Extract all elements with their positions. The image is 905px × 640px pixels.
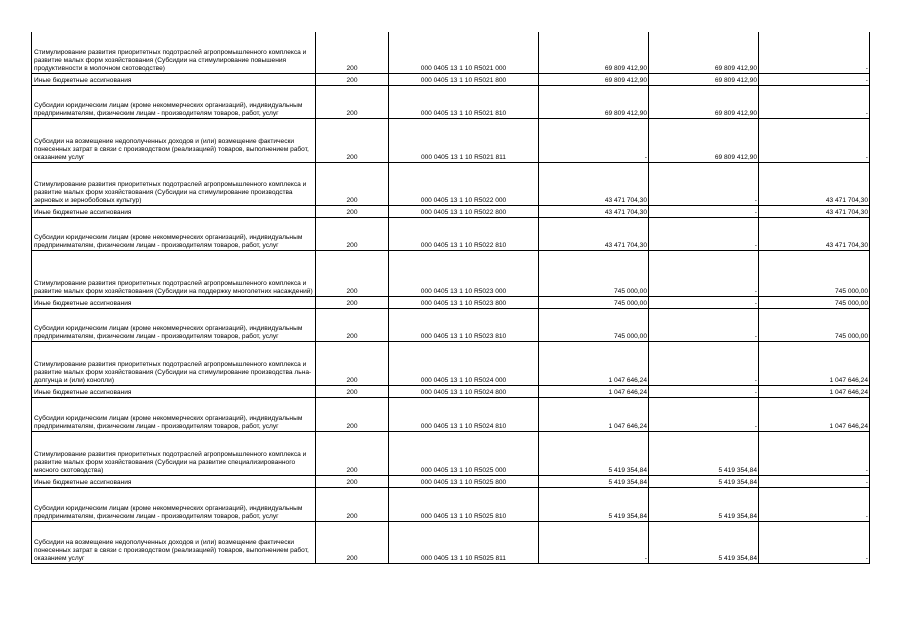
row-name: Субсидии юридическим лицам (кроме некоммерческих организаций), индивидуальным предпринимателям, физическим лицам - производителям товаров, работ, услуг <box>32 397 316 431</box>
row-unexecuted-amount: 43 471 704,30 <box>759 217 870 250</box>
table-row <box>32 73 870 85</box>
row-line-code: 200 <box>316 341 389 385</box>
table-row <box>32 431 870 475</box>
row-classification-code: 000 0405 13 1 10 R5023 810 <box>389 308 539 341</box>
row-approved-amount: 69 809 412,90 <box>539 32 649 73</box>
row-unexecuted-amount: 745 000,00 <box>759 308 870 341</box>
row-line-code: 200 <box>316 118 389 162</box>
row-classification-code: 000 0405 13 1 10 R5024 000 <box>389 341 539 385</box>
row-name: Субсидии юридическим лицам (кроме некоммерческих организаций), индивидуальным предпринимателям, физическим лицам - производителям товаров, работ, услуг <box>32 85 316 118</box>
budget-table <box>31 32 870 564</box>
row-line-code: 200 <box>316 431 389 475</box>
row-line-code: 200 <box>316 85 389 118</box>
row-classification-code: 000 0405 13 1 10 R5024 810 <box>389 397 539 431</box>
row-executed-amount: 69 809 412,90 <box>649 118 759 162</box>
table-row <box>32 217 870 250</box>
row-unexecuted-amount: - <box>759 32 870 73</box>
row-name: Стимулирование развития приоритетных подотраслей агропромышленного комплекса и развитие малых форм хозяйствования (Субсидии на поддержку многолетних насаждений) <box>32 250 316 296</box>
row-line-code: 200 <box>316 217 389 250</box>
row-unexecuted-amount: - <box>759 487 870 521</box>
row-approved-amount: 69 809 412,90 <box>539 73 649 85</box>
row-name: Субсидии юридическим лицам (кроме некоммерческих организаций), индивидуальным предпринимателям, физическим лицам - производителям товаров, работ, услуг <box>32 487 316 521</box>
row-executed-amount: - <box>649 341 759 385</box>
row-classification-code: 000 0405 13 1 10 R5022 800 <box>389 205 539 217</box>
row-classification-code: 000 0405 13 1 10 R5021 800 <box>389 73 539 85</box>
row-executed-amount: 5 419 354,84 <box>649 431 759 475</box>
row-name: Иные бюджетные ассигнования <box>32 205 316 217</box>
row-classification-code: 000 0405 13 1 10 R5023 800 <box>389 296 539 308</box>
row-approved-amount: 43 471 704,30 <box>539 217 649 250</box>
row-unexecuted-amount: 43 471 704,30 <box>759 162 870 205</box>
row-unexecuted-amount: 745 000,00 <box>759 250 870 296</box>
row-approved-amount: - <box>539 118 649 162</box>
row-unexecuted-amount: - <box>759 118 870 162</box>
table-row <box>32 308 870 341</box>
row-approved-amount: - <box>539 521 649 563</box>
row-executed-amount: - <box>649 217 759 250</box>
row-name: Иные бюджетные ассигнования <box>32 475 316 487</box>
row-line-code: 200 <box>316 32 389 73</box>
row-unexecuted-amount: - <box>759 73 870 85</box>
row-approved-amount: 5 419 354,84 <box>539 487 649 521</box>
row-name: Субсидии юридическим лицам (кроме некоммерческих организаций), индивидуальным предпринимателям, физическим лицам - производителям товаров, работ, услуг <box>32 217 316 250</box>
row-executed-amount: - <box>649 296 759 308</box>
row-approved-amount: 745 000,00 <box>539 250 649 296</box>
row-line-code: 200 <box>316 475 389 487</box>
row-classification-code: 000 0405 13 1 10 R5025 800 <box>389 475 539 487</box>
row-classification-code: 000 0405 13 1 10 R5025 811 <box>389 521 539 563</box>
table-row <box>32 85 870 118</box>
row-classification-code: 000 0405 13 1 10 R5025 810 <box>389 487 539 521</box>
row-name: Субсидии юридическим лицам (кроме некоммерческих организаций), индивидуальным предпринимателям, физическим лицам - производителям товаров, работ, услуг <box>32 308 316 341</box>
row-line-code: 200 <box>316 162 389 205</box>
row-approved-amount: 69 809 412,90 <box>539 85 649 118</box>
row-name: Иные бюджетные ассигнования <box>32 73 316 85</box>
row-line-code: 200 <box>316 296 389 308</box>
budget-table-body <box>32 32 870 563</box>
row-unexecuted-amount: - <box>759 521 870 563</box>
row-line-code: 200 <box>316 73 389 85</box>
row-approved-amount: 43 471 704,30 <box>539 205 649 217</box>
table-row <box>32 397 870 431</box>
row-unexecuted-amount: - <box>759 475 870 487</box>
row-unexecuted-amount: - <box>759 85 870 118</box>
row-executed-amount: 69 809 412,90 <box>649 85 759 118</box>
row-approved-amount: 745 000,00 <box>539 308 649 341</box>
table-row <box>32 32 870 73</box>
row-classification-code: 000 0405 13 1 10 R5022 810 <box>389 217 539 250</box>
row-classification-code: 000 0405 13 1 10 R5021 810 <box>389 85 539 118</box>
row-unexecuted-amount: 1 047 646,24 <box>759 397 870 431</box>
row-approved-amount: 1 047 646,24 <box>539 397 649 431</box>
row-executed-amount: - <box>649 397 759 431</box>
table-row <box>32 341 870 385</box>
row-line-code: 200 <box>316 205 389 217</box>
row-line-code: 200 <box>316 521 389 563</box>
row-name: Субсидии на возмещение недополученных доходов и (или) возмещение фактически понесенных затрат в связи с производством (реализацией) товаров, выполнением работ, оказанием услуг <box>32 521 316 563</box>
row-approved-amount: 5 419 354,84 <box>539 431 649 475</box>
row-line-code: 200 <box>316 250 389 296</box>
row-name: Стимулирование развития приоритетных подотраслей агропромышленного комплекса и развитие малых форм хозяйствования (Субсидии на стимулирование производства зерновых и зернобобовых культур) <box>32 162 316 205</box>
table-row <box>32 385 870 397</box>
row-name: Иные бюджетные ассигнования <box>32 296 316 308</box>
row-executed-amount: - <box>649 385 759 397</box>
row-classification-code: 000 0405 13 1 10 R5024 800 <box>389 385 539 397</box>
row-executed-amount: 5 419 354,84 <box>649 487 759 521</box>
row-line-code: 200 <box>316 385 389 397</box>
row-executed-amount: 5 419 354,84 <box>649 521 759 563</box>
row-line-code: 200 <box>316 487 389 521</box>
row-approved-amount: 1 047 646,24 <box>539 385 649 397</box>
row-approved-amount: 43 471 704,30 <box>539 162 649 205</box>
row-unexecuted-amount: 745 000,00 <box>759 296 870 308</box>
row-classification-code: 000 0405 13 1 10 R5022 000 <box>389 162 539 205</box>
row-approved-amount: 745 000,00 <box>539 296 649 308</box>
row-executed-amount: 69 809 412,90 <box>649 32 759 73</box>
row-line-code: 200 <box>316 397 389 431</box>
row-name: Иные бюджетные ассигнования <box>32 385 316 397</box>
table-row <box>32 521 870 563</box>
table-row <box>32 296 870 308</box>
row-name: Стимулирование развития приоритетных подотраслей агропромышленного комплекса и развитие малых форм хозяйствования (Субсидии на стимулирование производства льна-долгунца и (или) конопли) <box>32 341 316 385</box>
table-row <box>32 475 870 487</box>
table-row <box>32 487 870 521</box>
row-executed-amount: - <box>649 308 759 341</box>
table-row <box>32 250 870 296</box>
row-unexecuted-amount: 1 047 646,24 <box>759 341 870 385</box>
row-classification-code: 000 0405 13 1 10 R5021 000 <box>389 32 539 73</box>
row-name: Стимулирование развития приоритетных подотраслей агропромышленного комплекса и развитие малых форм хозяйствования (Субсидии на развитие специализированного мясного скотоводства) <box>32 431 316 475</box>
row-unexecuted-amount: 1 047 646,24 <box>759 385 870 397</box>
row-unexecuted-amount: - <box>759 431 870 475</box>
row-executed-amount: - <box>649 250 759 296</box>
row-classification-code: 000 0405 13 1 10 R5021 811 <box>389 118 539 162</box>
table-row <box>32 118 870 162</box>
row-executed-amount: 69 809 412,90 <box>649 73 759 85</box>
row-classification-code: 000 0405 13 1 10 R5025 000 <box>389 431 539 475</box>
row-classification-code: 000 0405 13 1 10 R5023 000 <box>389 250 539 296</box>
row-executed-amount: - <box>649 205 759 217</box>
row-approved-amount: 1 047 646,24 <box>539 341 649 385</box>
row-unexecuted-amount: 43 471 704,30 <box>759 205 870 217</box>
table-row <box>32 205 870 217</box>
row-name: Субсидии на возмещение недополученных доходов и (или) возмещение фактически понесенных затрат в связи с производством (реализацией) товаров, выполнением работ, оказанием услуг <box>32 118 316 162</box>
table-row <box>32 162 870 205</box>
row-approved-amount: 5 419 354,84 <box>539 475 649 487</box>
row-name: Стимулирование развития приоритетных подотраслей агропромышленного комплекса и развитие малых форм хозяйствования (Субсидии на стимулирование повышения продуктивности в молочном скотоводстве) <box>32 32 316 73</box>
row-line-code: 200 <box>316 308 389 341</box>
row-executed-amount: - <box>649 162 759 205</box>
row-executed-amount: 5 419 354,84 <box>649 475 759 487</box>
